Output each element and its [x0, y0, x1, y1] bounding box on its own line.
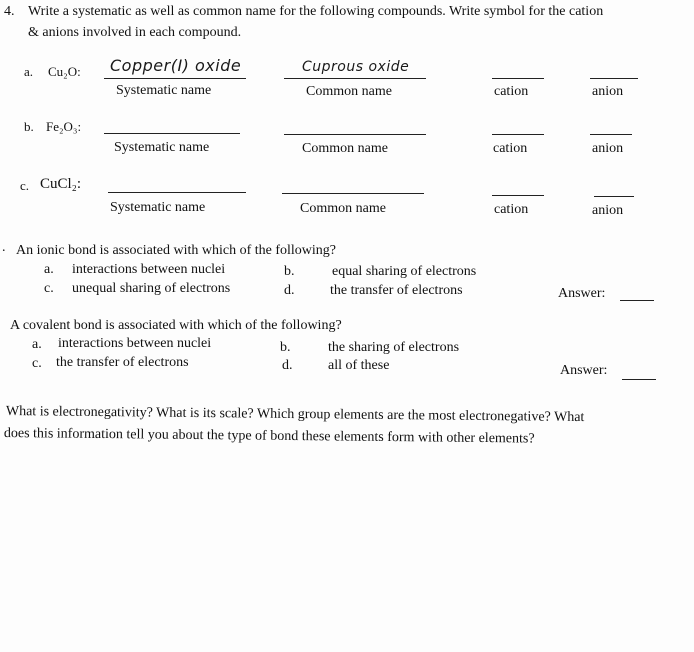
common-name-label: Common name [302, 141, 388, 156]
option-letter: c. [44, 281, 54, 296]
common-name-line [284, 78, 426, 79]
cation-line [492, 195, 544, 196]
systematic-name-label: Systematic name [114, 140, 210, 155]
option-letter: c. [32, 356, 42, 371]
question-line1: What is electronegativity? What is its scale? Which group elements are the most electronegative? What [5, 404, 585, 426]
systematic-name-label: Systematic name [116, 83, 212, 98]
anion-label: anion [592, 141, 624, 156]
question-number: 4. [4, 4, 15, 19]
systematic-name-label: Systematic name [110, 200, 206, 215]
cation-label: cation [493, 141, 528, 156]
common-name-line [284, 134, 426, 135]
systematic-name-line [108, 192, 246, 193]
cation-line [492, 78, 544, 79]
question-text: An ionic bond is associated with which of the following? [16, 243, 336, 258]
option-text: unequal sharing of electrons [72, 281, 231, 296]
option-text: the transfer of electrons [56, 355, 189, 370]
common-name-label: Common name [300, 201, 386, 216]
option-letter: d. [282, 358, 293, 373]
compound-formula: Cu₂O: [48, 64, 81, 79]
systematic-name-line [104, 78, 246, 79]
common-name-line [282, 193, 424, 194]
option-text: interactions between nuclei [58, 336, 212, 351]
compound-formula: CuCl₂: [40, 176, 82, 192]
item-letter: a. [24, 64, 34, 79]
cation-line [492, 134, 544, 135]
option-text: interactions between nuclei [72, 262, 226, 277]
anion-line [590, 78, 638, 79]
answer-label: Answer: [558, 286, 606, 301]
question-text: A covalent bond is associated with which of the following? [10, 318, 342, 333]
option-text: all of these [328, 358, 390, 373]
option-text: the transfer of electrons [330, 283, 463, 298]
common-name-answer: Cuprous oxide [302, 59, 410, 75]
common-name-label: Common name [306, 84, 392, 99]
cation-label: cation [494, 84, 529, 99]
compound-formula: Fe₂O₃: [46, 119, 82, 134]
item-letter: c. [20, 178, 30, 193]
answer-line [622, 379, 656, 380]
answer-label: Answer: [560, 363, 608, 378]
question-prompt-line2: & anions involved in each compound. [28, 25, 242, 40]
option-text: the sharing of electrons [328, 340, 460, 355]
question-prompt-line1: Write a systematic as well as common name for the following compounds. Write symbol for the cation [28, 4, 604, 19]
question-line2: does this information tell you about the type of bond these elements form with other elements? [3, 426, 535, 447]
anion-line [590, 134, 632, 135]
systematic-name-answer: Copper(I) oxide [110, 56, 242, 75]
option-text: equal sharing of electrons [332, 264, 477, 279]
anion-label: anion [592, 203, 624, 218]
option-letter: b. [280, 340, 291, 355]
question-marker: . [2, 240, 6, 255]
option-letter: d. [284, 283, 295, 298]
anion-line [594, 196, 634, 197]
item-letter: b. [24, 119, 34, 134]
answer-line [620, 300, 654, 301]
option-letter: a. [32, 337, 42, 352]
option-letter: a. [44, 262, 54, 277]
systematic-name-line [104, 133, 240, 134]
option-letter: b. [284, 264, 295, 279]
cation-label: cation [494, 202, 529, 217]
anion-label: anion [592, 84, 624, 99]
